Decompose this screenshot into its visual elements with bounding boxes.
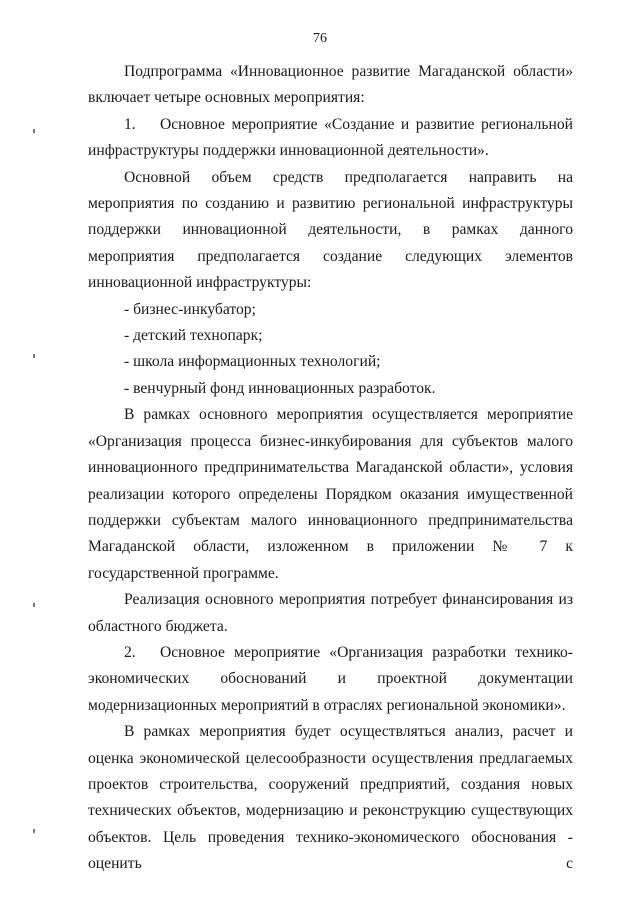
numbered-item-2 — [88, 640, 573, 719]
paragraph-analysis: В рамках мероприятия будет осуществляться анализ, расчет и оценка экономической целесообразности осуществления предлагаемых проектов строительства, сооружений предприятий, создания новых технических объектов, модернизацию и реконструкцию существующих объектов. Цель проведения технико-экономического обоснования - оценить с — [88, 723, 573, 873]
scan-margin-mark — [33, 354, 35, 358]
paragraph-main-volume: Основной объем средств предполагается направить на мероприятия по созданию и развитию региональной инфраструктуры поддержки инновационной деятельности, в рамках данного мероприятия предполагается создание следующих элементов инновационной инфраструктуры: — [88, 168, 573, 292]
list-item: - школа информационных технологий; — [124, 353, 381, 371]
item-text: Основное мероприятие «Создание и развитие региональной инфраструктуры поддержки инновационной деятельности». — [88, 115, 573, 160]
scan-margin-mark — [33, 603, 35, 607]
list-item: - венчурный фонд инновационных разработок. — [124, 379, 436, 397]
paragraph-incubation: В рамках основного мероприятия осуществляется мероприятие «Организация процесса бизнес-инкубирования для субъектов малого инновационного предпринимательства Магаданской области», условия реализации которого определены Порядком оказания имущественной поддержки субъектам малого инновационного предпринимательства Магаданской области, изложенном в приложении № 7 к государственной программе. — [88, 406, 573, 582]
scan-margin-mark — [33, 129, 35, 133]
item-number: 2. — [124, 643, 136, 661]
document-body — [88, 59, 573, 878]
scan-margin-mark — [33, 829, 35, 833]
numbered-item-1 — [88, 112, 573, 165]
item-number: 1. — [124, 115, 136, 133]
list-item: - бизнес-инкубатор; — [124, 300, 256, 318]
paragraph-financing: Реализация основного мероприятия потребует финансирования из областного бюджета. — [88, 591, 573, 635]
paragraph-intro: Подпрограмма «Инновационное развитие Магаданской области» включает четыре основных мероприятия: — [88, 63, 573, 107]
page-number: 76 — [313, 31, 327, 46]
list-item: - детский технопарк; — [124, 327, 263, 345]
item-text: Основное мероприятие «Организация разработки технико-экономических обоснований и проектной документации модернизационных мероприятий в отраслях региональной экономики». — [88, 643, 573, 714]
